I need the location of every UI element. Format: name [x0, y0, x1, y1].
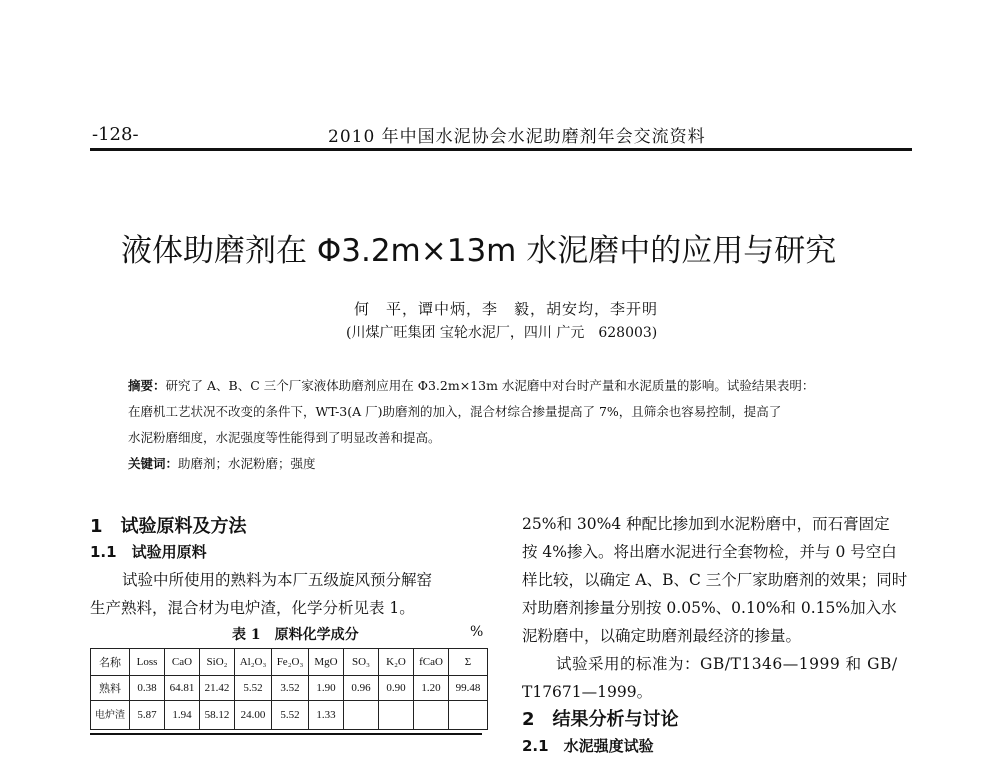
- table-cell: 5.52: [272, 701, 309, 730]
- table-header-cell: SiO₂: [200, 649, 235, 676]
- abstract-line-3: 水泥粉磨细度，水泥强度等性能得到了明显改善和提高。: [128, 430, 441, 445]
- keywords-line: [128, 454, 316, 472]
- paragraph-line: 试验中所使用的熟料为本厂五级旋风预分解窑: [122, 571, 433, 589]
- table-header-cell: Loss: [130, 649, 165, 676]
- table-cell: 64.81: [165, 676, 200, 701]
- table-cell: [414, 701, 449, 730]
- section-1-heading: 1 试验原料及方法: [90, 516, 247, 537]
- table-header-cell: Al₂O₃: [235, 649, 272, 676]
- table-header-row: [91, 649, 488, 676]
- table-header-cell: K₂O: [379, 649, 414, 676]
- section-2-1-heading: 2.1 水泥强度试验: [522, 737, 654, 755]
- abstract-line-2: 在磨机工艺状况不改变的条件下，WT-3(A 厂)助磨剂的加入，混合材综合掺量提高了 7%，且筛余也容易控制，提高了: [128, 404, 782, 419]
- table-cell: 0.90: [379, 676, 414, 701]
- paragraph-line: 样比较，以确定 A、B、C 三个厂家助磨剂的效果；同时: [522, 571, 908, 589]
- table-cell: [379, 701, 414, 730]
- affiliation: (川煤广旺集团 宝轮水泥厂，四川 广元 628003): [346, 325, 658, 341]
- table-cell: [449, 701, 488, 730]
- table-bottom-rule: [90, 733, 482, 735]
- table-cell: 1.33: [309, 701, 344, 730]
- table-header-cell: Σ: [449, 649, 488, 676]
- table-cell: 21.42: [200, 676, 235, 701]
- table-header-cell: 名称: [91, 649, 130, 676]
- article-title: 液体助磨剂在 Φ3.2m×13m 水泥磨中的应用与研究: [121, 233, 837, 269]
- table-caption: 表 1 原料化学成分: [232, 627, 359, 643]
- paragraph-line: 泥粉磨中，以确定助磨剂最经济的掺量。: [522, 627, 802, 645]
- table-cell: 1.90: [309, 676, 344, 701]
- table-row: [91, 701, 488, 730]
- table-cell: 0.38: [130, 676, 165, 701]
- table-cell: 1.20: [414, 676, 449, 701]
- paragraph-line: T17671—1999。: [522, 683, 653, 701]
- table-unit: %: [470, 624, 484, 640]
- table-cell: 5.87: [130, 701, 165, 730]
- table-cell: 电炉渣: [91, 701, 130, 730]
- chemical-composition-table: [90, 648, 488, 730]
- abstract-line-1: 摘要：研究了 A、B、C 三个厂家液体助磨剂应用在 Φ3.2m×13m 水泥磨中对台时产量和水泥质量的影响。试验结果表明：: [128, 378, 815, 393]
- page-number: -128-: [92, 124, 139, 145]
- authors: 何 平，谭中炳，李 毅，胡安均，李开明: [354, 300, 659, 318]
- table-cell: 5.52: [235, 676, 272, 701]
- keywords: 助磨剂；水泥粉磨；强度: [178, 456, 316, 471]
- paragraph-line: 生产熟料，混合材为电炉渣，化学分析见表 1。: [90, 599, 415, 617]
- table-cell: 3.52: [272, 676, 309, 701]
- table-cell: 0.96: [344, 676, 379, 701]
- table-row: [91, 676, 488, 701]
- table-cell: [344, 701, 379, 730]
- paragraph-line: 试验采用的标准为：GB/T1346—1999 和 GB/: [556, 655, 898, 673]
- table-header-cell: SO₃: [344, 649, 379, 676]
- paragraph-line: 对助磨剂掺量分别按 0.05%、0.10%和 0.15%加入水: [522, 599, 897, 617]
- keywords-label: 关键词：: [128, 456, 179, 471]
- table-header-cell: fCaO: [414, 649, 449, 676]
- running-title: 2010 年中国水泥协会水泥助磨剂年会交流资料: [328, 127, 706, 147]
- table-cell: 1.94: [165, 701, 200, 730]
- table-header-cell: Fe₂O₃: [272, 649, 309, 676]
- abstract-label: 摘要：: [128, 378, 166, 393]
- header-rule: [90, 148, 912, 151]
- section-1-1-heading: 1.1 试验用原料: [90, 543, 207, 561]
- table-header-cell: MgO: [309, 649, 344, 676]
- paragraph-line: 25%和 30%4 种配比掺加到水泥粉磨中，而石膏固定: [522, 515, 890, 533]
- table-cell: 熟料: [91, 676, 130, 701]
- paragraph-line: 按 4%掺入。将出磨水泥进行全套物检，并与 0 号空白: [522, 543, 897, 561]
- table-header-cell: CaO: [165, 649, 200, 676]
- table-cell: 24.00: [235, 701, 272, 730]
- section-2-heading: 2 结果分析与讨论: [522, 709, 679, 730]
- table-cell: 99.48: [449, 676, 488, 701]
- table-cell: 58.12: [200, 701, 235, 730]
